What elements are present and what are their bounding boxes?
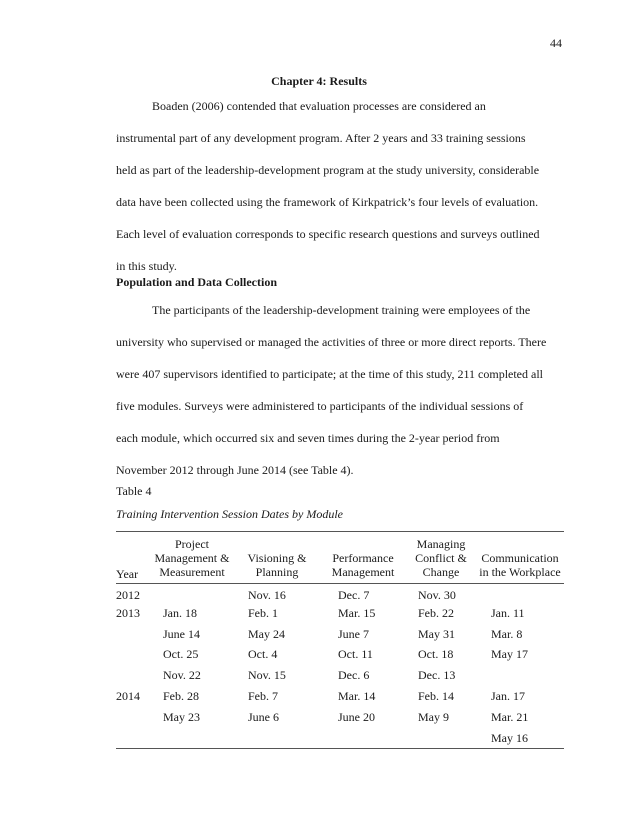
table-cell: Dec. 6 — [338, 668, 370, 682]
section-paragraph — [116, 294, 564, 486]
text-line: data have been collected using the framework of Kirkpatrick’s four levels of evaluation. — [116, 195, 539, 209]
table-cell: Mar. 14 — [338, 689, 376, 703]
table-cell: Nov. 22 — [163, 668, 201, 682]
table-cell: Oct. 11 — [338, 647, 373, 661]
text-line: Each level of evaluation corresponds to specific research questions and surveys outlined — [116, 227, 540, 241]
table-cell: June 14 — [163, 627, 200, 641]
text-line: November 2012 through June 2014 (see Table 4). — [116, 463, 354, 477]
table-cell: Jan. 17 — [491, 689, 525, 703]
table-cell: Feb. 28 — [163, 689, 199, 703]
text-line: university who supervised or managed the activities of three or more direct reports. There — [116, 335, 547, 349]
table-cell: Nov. 15 — [248, 668, 286, 682]
table-cell: May 23 — [163, 710, 200, 724]
table-cell: Feb. 7 — [248, 689, 278, 703]
text-line: Boaden (2006) contended that evaluation processes are considered an — [152, 99, 486, 113]
section-heading: Population and Data Collection — [116, 275, 278, 289]
table-cell: May 31 — [418, 627, 455, 641]
header-performance-management: Performance Management — [331, 551, 395, 579]
chapter-title: Chapter 4: Results — [271, 74, 367, 88]
table-cell: Feb. 14 — [418, 689, 454, 703]
table-cell: Feb. 1 — [248, 606, 278, 620]
table-cell: Nov. 16 — [248, 588, 286, 602]
text-line: in this study. — [116, 259, 177, 273]
text-line: instrumental part of any development program. After 2 years and 33 training sessions — [116, 131, 526, 145]
table-cell: June 7 — [338, 627, 369, 641]
table-cell: Oct. 4 — [248, 647, 278, 661]
text-line: were 407 supervisors identified to participate; at the time of this study, 211 completed all — [116, 367, 544, 381]
text-line: five modules. Surveys were administered to participants of the individual sessions of — [116, 399, 524, 413]
table-top-rule — [116, 531, 564, 532]
table-caption: Training Intervention Session Dates by Module — [116, 507, 343, 521]
header-project-management: Project Management & Measurement — [154, 537, 230, 579]
text-line: each module, which occurred six and seven times during the 2-year period from — [116, 431, 500, 445]
table-header-rule — [116, 583, 564, 584]
table-cell: Jan. 18 — [163, 606, 197, 620]
table-label: Table 4 — [116, 484, 152, 498]
table-cell: May 24 — [248, 627, 285, 641]
header-year: Year — [116, 567, 139, 581]
table-cell: Dec. 13 — [418, 668, 456, 682]
table-cell: June 6 — [248, 710, 279, 724]
table-cell: 2014 — [116, 689, 140, 703]
table-cell: May 17 — [491, 647, 528, 661]
table-cell: June 20 — [338, 710, 375, 724]
intro-paragraph — [116, 90, 564, 282]
table-cell: Oct. 18 — [418, 647, 454, 661]
table-cell: 2013 — [116, 606, 140, 620]
header-managing-conflict: Managing Conflict & Change — [415, 537, 467, 579]
table-cell: Mar. 21 — [491, 710, 529, 724]
header-communication: Communication in the Workplace — [479, 551, 561, 579]
table-cell: Nov. 30 — [418, 588, 456, 602]
table-cell: May 16 — [491, 731, 528, 745]
table-cell: Feb. 22 — [418, 606, 454, 620]
table-bottom-rule — [116, 748, 564, 749]
table-cell: 2012 — [116, 588, 140, 602]
table-cell: Jan. 11 — [491, 606, 525, 620]
page-number: 44 — [550, 36, 562, 50]
text-line: The participants of the leadership-development training were employees of the — [152, 303, 531, 317]
table-cell: Mar. 8 — [491, 627, 523, 641]
table-cell: May 9 — [418, 710, 449, 724]
header-visioning-planning: Visioning & Planning — [247, 551, 307, 579]
table-cell: Mar. 15 — [338, 606, 376, 620]
table-cell: Dec. 7 — [338, 588, 370, 602]
text-line: held as part of the leadership-development program at the study university, considerable — [116, 163, 540, 177]
table-cell: Oct. 25 — [163, 647, 199, 661]
